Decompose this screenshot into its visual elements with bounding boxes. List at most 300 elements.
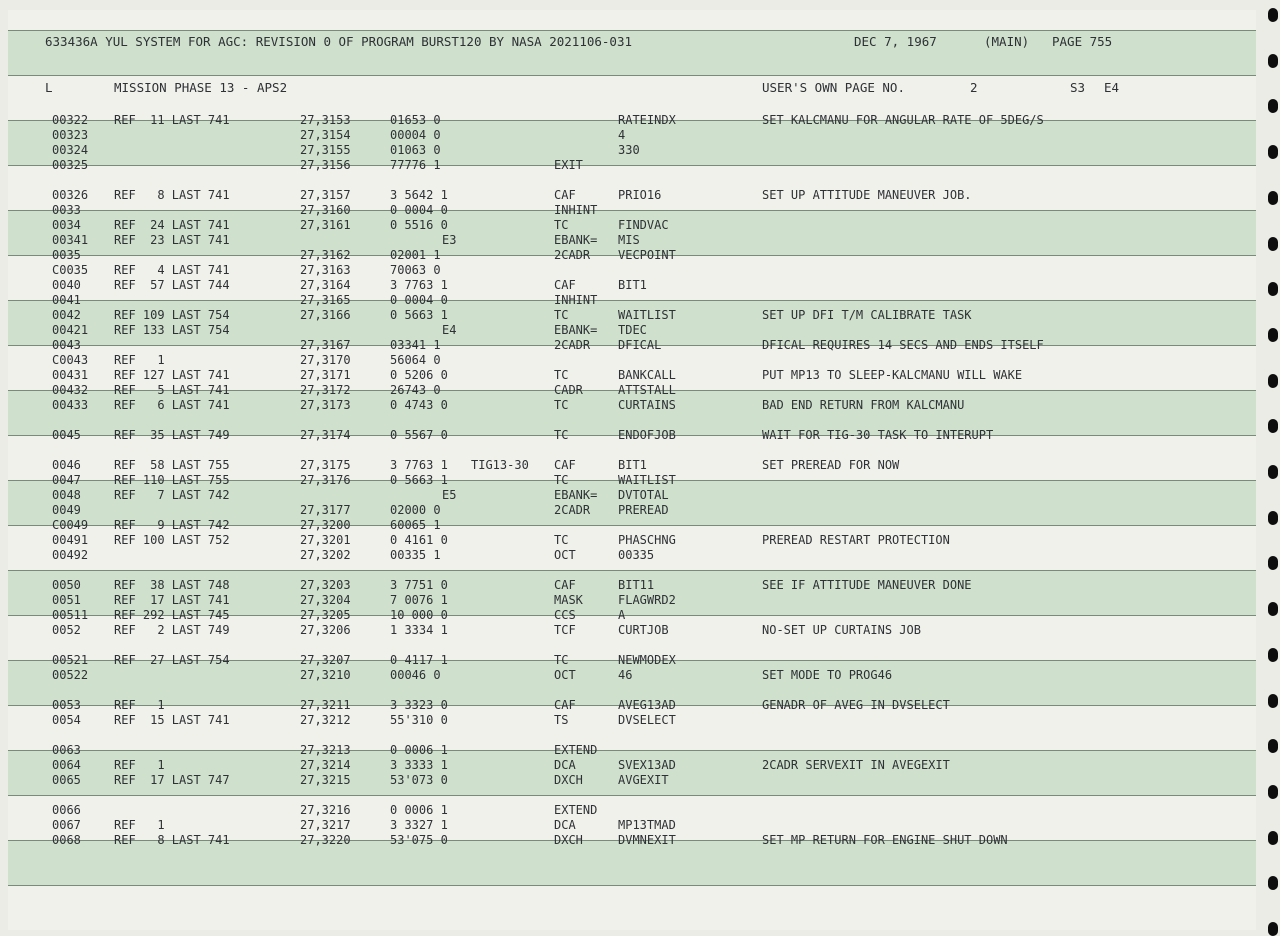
operand: BANKCALL [618,368,676,382]
opcode: DXCH [554,833,583,847]
ref-info: REF 58 LAST 755 [114,458,230,472]
line-number: 0035 [52,248,81,262]
feed-hole [1268,739,1278,753]
listing-row [8,593,1256,608]
operand: BIT1 [618,458,647,472]
subheader-users-page-no: 2 [970,80,978,95]
address: 27,3216 [300,803,351,817]
operand: MP13TMAD [618,818,676,832]
comment: SEE IF ATTITUDE MANEUVER DONE [762,578,972,592]
line-number: 00491 [52,533,89,547]
comment: SET UP DFI T/M CALIBRATE TASK [762,308,972,322]
address: 27,3173 [300,398,351,412]
octal-word: 0 5663 1 [390,473,448,487]
operand: VECPOINT [618,248,676,262]
ref-info: REF 133 LAST 754 [114,323,230,337]
line-number: 0066 [52,803,81,817]
address: 27,3210 [300,668,351,682]
listing-row [8,713,1256,728]
operand: SVEX13AD [618,758,676,772]
listing-row [8,263,1256,278]
octal-word: E4 [442,323,457,337]
operand: PRIO16 [618,188,662,202]
line-number: 0063 [52,743,81,757]
listing-row [8,218,1256,233]
opcode: CAF [554,458,576,472]
address: 27,3214 [300,758,351,772]
feed-hole [1268,602,1278,616]
operand: DVMNEXIT [618,833,676,847]
operand: PREREAD [618,503,669,517]
ref-info: REF 23 LAST 741 [114,233,230,247]
address: 27,3177 [300,503,351,517]
address: 27,3213 [300,743,351,757]
octal-word: 00335 1 [390,548,441,562]
octal-word: 01653 0 [390,113,441,127]
address: 27,3162 [300,248,351,262]
address: 27,3163 [300,263,351,277]
opcode: INHINT [554,203,598,217]
ref-info: REF 127 LAST 741 [114,368,230,382]
opcode: CAF [554,188,576,202]
opcode: DCA [554,758,576,772]
operand: CURTJOB [618,623,669,637]
opcode: CAF [554,278,576,292]
address: 27,3200 [300,518,351,532]
opcode: OCT [554,668,576,682]
operand: MIS [618,233,640,247]
address: 27,3176 [300,473,351,487]
line-number: 00326 [52,188,89,202]
operand: AVGEXIT [618,773,669,787]
line-number: 0033 [52,203,81,217]
line-number: 0040 [52,278,81,292]
address: 27,3172 [300,383,351,397]
ref-info: REF 7 LAST 742 [114,488,230,502]
line-number: 00431 [52,368,89,382]
opcode: TS [554,713,569,727]
feed-hole [1268,99,1278,113]
feed-hole [1268,237,1278,251]
octal-word: 02000 0 [390,503,441,517]
listing-row [8,368,1256,383]
opcode: CADR [554,383,583,397]
operand: 00335 [618,548,655,562]
listing-row [8,518,1256,533]
operand: ENDOFJOB [618,428,676,442]
listing-row [8,233,1256,248]
opcode: TC [554,533,569,547]
listing-row [8,308,1256,323]
operand: DFICAL [618,338,662,352]
octal-word: 56064 0 [390,353,441,367]
opcode: EBANK= [554,233,598,247]
octal-word: 0 4743 0 [390,398,448,412]
subheader-code2: E4 [1104,80,1120,95]
comment: NO-SET UP CURTAINS JOB [762,623,921,637]
opcode: TC [554,308,569,322]
line-number: 00341 [52,233,89,247]
opcode: 2CADR [554,338,591,352]
comment: 2CADR SERVEXIT IN AVEGEXIT [762,758,950,772]
operand: DVSELECT [618,713,676,727]
listing-row [8,758,1256,773]
ref-info: REF 110 LAST 755 [114,473,230,487]
address: 27,3203 [300,578,351,592]
subheader-mission: MISSION PHASE 13 - APS2 [114,80,288,95]
octal-word: 00046 0 [390,668,441,682]
ref-info: REF 100 LAST 752 [114,533,230,547]
listing-row [8,803,1256,818]
octal-word: 00004 0 [390,128,441,142]
line-number: 00322 [52,113,89,127]
operand: TDEC [618,323,647,337]
octal-word: 0 5663 1 [390,308,448,322]
octal-word: E5 [442,488,457,502]
line-number: 0046 [52,458,81,472]
address: 27,3207 [300,653,351,667]
opcode: TC [554,218,569,232]
operand: WAITLIST [618,308,676,322]
ref-info: REF 4 LAST 741 [114,263,230,277]
feed-hole [1268,282,1278,296]
address: 27,3174 [300,428,351,442]
line-number: 0054 [52,713,81,727]
octal-word: 0 0006 1 [390,743,448,757]
ref-info: REF 1 [114,698,165,712]
listing-row [8,458,1256,473]
comment: SET UP ATTITUDE MANEUVER JOB. [762,188,972,202]
listing-row [8,488,1256,503]
operand: DVTOTAL [618,488,669,502]
feed-hole [1268,556,1278,570]
address: 27,3157 [300,188,351,202]
listing-row [8,293,1256,308]
listing-row [8,353,1256,368]
ref-info: REF 11 LAST 741 [114,113,230,127]
line-number: 00522 [52,668,89,682]
listing-row [8,338,1256,353]
octal-word: 01063 0 [390,143,441,157]
feed-hole [1268,54,1278,68]
subheader-code: S3 [1070,80,1086,95]
comment: SET KALCMANU FOR ANGULAR RATE OF 5DEG/S [762,113,1044,127]
address: 27,3175 [300,458,351,472]
address: 27,3160 [300,203,351,217]
line-number: C0043 [52,353,89,367]
feed-hole [1268,876,1278,890]
octal-word: 26743 0 [390,383,441,397]
comment: PREREAD RESTART PROTECTION [762,533,950,547]
listing-row [8,698,1256,713]
ref-info: REF 8 LAST 741 [114,188,230,202]
address: 27,3201 [300,533,351,547]
octal-word: 0 0004 0 [390,203,448,217]
octal-word: 3 7763 1 [390,458,448,472]
operand: 46 [618,668,633,682]
line-number: 0050 [52,578,81,592]
line-number: 00325 [52,158,89,172]
ref-info: REF 27 LAST 754 [114,653,230,667]
address: 27,3220 [300,833,351,847]
line-number: 0064 [52,758,81,772]
octal-word: 60065 1 [390,518,441,532]
opcode: DCA [554,818,576,832]
ref-info: REF 2 LAST 749 [114,623,230,637]
address: 27,3161 [300,218,351,232]
comment: SET MODE TO PROG46 [762,668,893,682]
octal-word: 53'073 0 [390,773,448,787]
line-number: 00433 [52,398,89,412]
address: 27,3154 [300,128,351,142]
octal-word: 7 0076 1 [390,593,448,607]
opcode: CAF [554,698,576,712]
octal-word: 0 5567 0 [390,428,448,442]
line-number: 00432 [52,383,89,397]
operand: BIT1 [618,278,647,292]
opcode: TC [554,368,569,382]
listing-row [8,533,1256,548]
listing-row [8,773,1256,788]
line-number: 00511 [52,608,89,622]
octal-word: 3 3323 0 [390,698,448,712]
tractor-feed-holes [1264,0,1280,935]
comment: WAIT FOR TIG-30 TASK TO INTERUPT [762,428,994,442]
listing-row [8,278,1256,293]
ref-info: REF 6 LAST 741 [114,398,230,412]
operand: NEWMODEX [618,653,676,667]
listing-row [8,668,1256,683]
address: 27,3204 [300,593,351,607]
octal-word: 3 5642 1 [390,188,448,202]
opcode: CAF [554,578,576,592]
octal-word: 3 3327 1 [390,818,448,832]
line-number: 0041 [52,293,81,307]
feed-hole [1268,648,1278,662]
feed-hole [1268,419,1278,433]
feed-hole [1268,328,1278,342]
feed-hole [1268,8,1278,22]
address: 27,3202 [300,548,351,562]
octal-word: 53'075 0 [390,833,448,847]
operand: FINDVAC [618,218,669,232]
operand: AVEG13AD [618,698,676,712]
listing-row [8,203,1256,218]
address: 27,3170 [300,353,351,367]
line-number: 0049 [52,503,81,517]
octal-word: 1 3334 1 [390,623,448,637]
listing-row [8,743,1256,758]
feed-hole [1268,374,1278,388]
octal-word: 3 7751 0 [390,578,448,592]
listing-row [8,623,1256,638]
ref-info: REF 35 LAST 749 [114,428,230,442]
listing-row [8,608,1256,623]
line-number: C0035 [52,263,89,277]
location-tag: TIG13-30 [471,458,529,472]
address: 27,3167 [300,338,351,352]
address: 27,3165 [300,293,351,307]
feed-hole [1268,785,1278,799]
listing-row [8,383,1256,398]
ref-info: REF 1 [114,818,165,832]
octal-word: 77776 1 [390,158,441,172]
feed-hole [1268,922,1278,936]
octal-word: 0 4161 0 [390,533,448,547]
line-number: 0048 [52,488,81,502]
listing-row [8,248,1256,263]
operand: 330 [618,143,640,157]
listing-row [8,128,1256,143]
listing-row [8,158,1256,173]
ref-info: REF 5 LAST 741 [114,383,230,397]
address: 27,3164 [300,278,351,292]
octal-word: 0 5516 0 [390,218,448,232]
opcode: INHINT [554,293,598,307]
line-number: 00492 [52,548,89,562]
opcode: EBANK= [554,323,598,337]
opcode: EXTEND [554,803,598,817]
ref-info: REF 109 LAST 754 [114,308,230,322]
address: 27,3212 [300,713,351,727]
octal-word: 0 4117 1 [390,653,448,667]
header-page: PAGE 755 [1052,34,1113,49]
listing-row [8,578,1256,593]
feed-hole [1268,191,1278,205]
opcode: TC [554,398,569,412]
comment: SET MP RETURN FOR ENGINE SHUT DOWN [762,833,1008,847]
octal-word: 0 0006 1 [390,803,448,817]
listing-row [8,833,1256,848]
listing-row [8,398,1256,413]
octal-word: 0 5206 0 [390,368,448,382]
ref-info: REF 38 LAST 748 [114,578,230,592]
octal-word: 0 0004 0 [390,293,448,307]
address: 27,3153 [300,113,351,127]
listing-row [8,473,1256,488]
comment: DFICAL REQUIRES 14 SECS AND ENDS ITSELF [762,338,1044,352]
operand: ATTSTALL [618,383,676,397]
operand: RATEINDX [618,113,676,127]
listing-row [8,653,1256,668]
ref-info: REF 9 LAST 742 [114,518,230,532]
line-number: 00421 [52,323,89,337]
listing-row [8,428,1256,443]
listing-row [8,818,1256,833]
address: 27,3166 [300,308,351,322]
comment: SET PREREAD FOR NOW [762,458,900,472]
octal-word: 02001 1 [390,248,441,262]
feed-hole [1268,511,1278,525]
address: 27,3205 [300,608,351,622]
ref-info: REF 24 LAST 741 [114,218,230,232]
header-date: DEC 7, 1967 [854,34,937,49]
subheader-marker: L [45,80,53,95]
listing-row [8,503,1256,518]
comment: BAD END RETURN FROM KALCMANU [762,398,965,412]
line-number: 0065 [52,773,81,787]
octal-word: 55'310 0 [390,713,448,727]
line-number: 0052 [52,623,81,637]
ref-info: REF 1 [114,758,165,772]
opcode: MASK [554,593,583,607]
comment: GENADR OF AVEG IN DVSELECT [762,698,950,712]
octal-word: 3 3333 1 [390,758,448,772]
ref-info: REF 17 LAST 741 [114,593,230,607]
address: 27,3206 [300,623,351,637]
address: 27,3171 [300,368,351,382]
subheader-users-page-label: USER'S OWN PAGE NO. [762,80,905,95]
printout-page [8,10,1256,928]
listing-row [8,143,1256,158]
line-number: 0047 [52,473,81,487]
octal-word: E3 [442,233,457,247]
ref-info: REF 1 [114,353,165,367]
octal-word: 03341 1 [390,338,441,352]
listing-row [8,188,1256,203]
listing-row [8,113,1256,128]
feed-hole [1268,694,1278,708]
operand: FLAGWRD2 [618,593,676,607]
octal-word: 70063 0 [390,263,441,277]
octal-word: 3 7763 1 [390,278,448,292]
opcode: TC [554,653,569,667]
octal-word: 10 000 0 [390,608,448,622]
listing-row [8,548,1256,563]
line-number: 00521 [52,653,89,667]
feed-hole [1268,465,1278,479]
ref-info: REF 15 LAST 741 [114,713,230,727]
address: 27,3215 [300,773,351,787]
line-number: 0051 [52,593,81,607]
opcode: EXTEND [554,743,598,757]
ref-info: REF 8 LAST 741 [114,833,230,847]
opcode: OCT [554,548,576,562]
address: 27,3217 [300,818,351,832]
operand: CURTAINS [618,398,676,412]
line-number: 0053 [52,698,81,712]
opcode: DXCH [554,773,583,787]
feed-hole [1268,831,1278,845]
operand: WAITLIST [618,473,676,487]
line-number: 0034 [52,218,81,232]
operand: A [618,608,626,622]
address: 27,3156 [300,158,351,172]
opcode: TCF [554,623,576,637]
address: 27,3155 [300,143,351,157]
operand: PHASCHNG [618,533,676,547]
opcode: TC [554,428,569,442]
opcode: EXIT [554,158,583,172]
opcode: 2CADR [554,503,591,517]
feed-hole [1268,145,1278,159]
header-section: (MAIN) [984,34,1030,49]
opcode: TC [554,473,569,487]
line-number: 00323 [52,128,89,142]
opcode: 2CADR [554,248,591,262]
listing-row [8,323,1256,338]
ref-info: REF 17 LAST 747 [114,773,230,787]
header-title: 633436A YUL SYSTEM FOR AGC: REVISION 0 OF PROGRAM BURST120 BY NASA 2021106-031 [45,34,632,49]
ref-info: REF 292 LAST 745 [114,608,230,622]
line-number: 0068 [52,833,81,847]
line-number: 0043 [52,338,81,352]
operand: 4 [618,128,626,142]
line-number: 0045 [52,428,81,442]
line-number: 00324 [52,143,89,157]
line-number: C0049 [52,518,89,532]
opcode: EBANK= [554,488,598,502]
